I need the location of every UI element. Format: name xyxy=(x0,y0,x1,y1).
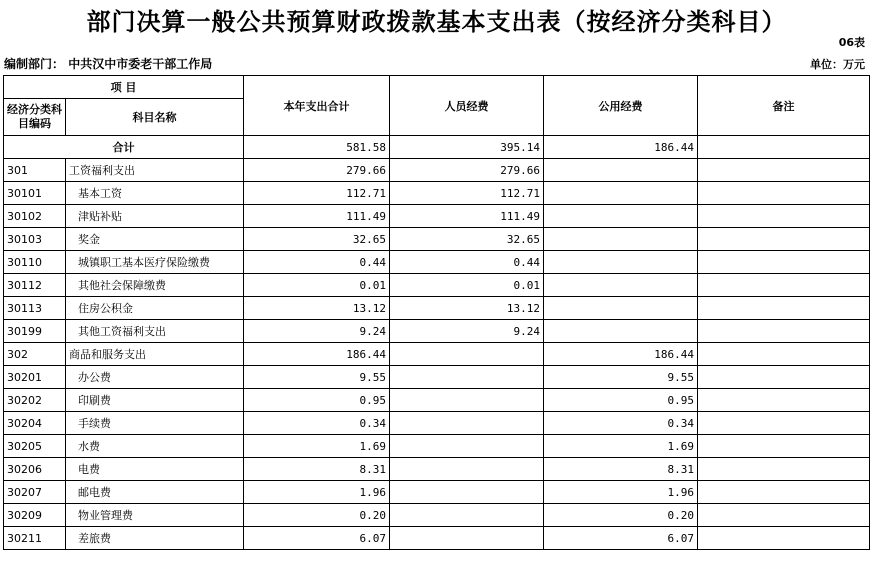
row-name: 电费 xyxy=(66,458,244,481)
row-name: 商品和服务支出 xyxy=(66,343,244,366)
row-note xyxy=(698,389,870,412)
row-note xyxy=(698,458,870,481)
row-name: 工资福利支出 xyxy=(66,159,244,182)
row-public: 1.96 xyxy=(544,481,698,504)
total-row xyxy=(4,136,870,159)
row-personnel: 112.71 xyxy=(390,182,544,205)
row-name: 印刷费 xyxy=(66,389,244,412)
row-code: 30102 xyxy=(4,205,66,228)
row-name: 邮电费 xyxy=(66,481,244,504)
row-code: 30204 xyxy=(4,412,66,435)
table-row xyxy=(4,412,870,435)
row-code: 30201 xyxy=(4,366,66,389)
row-personnel: 13.12 xyxy=(390,297,544,320)
table-row xyxy=(4,527,870,550)
department-line xyxy=(4,55,212,72)
total-amount: 581.58 xyxy=(244,136,390,159)
row-code: 301 xyxy=(4,159,66,182)
department-name: 中共汉中市委老干部工作局 xyxy=(68,57,213,71)
row-note xyxy=(698,481,870,504)
row-personnel: 111.49 xyxy=(390,205,544,228)
row-name: 其他社会保障缴费 xyxy=(66,274,244,297)
row-personnel xyxy=(390,435,544,458)
row-note xyxy=(698,228,870,251)
row-public: 186.44 xyxy=(544,343,698,366)
total-label: 合计 xyxy=(4,136,244,159)
row-name: 城镇职工基本医疗保险缴费 xyxy=(66,251,244,274)
row-code: 30101 xyxy=(4,182,66,205)
report-title: 部门决算一般公共预算财政拨款基本支出表（按经济分类科目） xyxy=(86,7,787,36)
row-personnel xyxy=(390,527,544,550)
row-personnel: 279.66 xyxy=(390,159,544,182)
row-public xyxy=(544,297,698,320)
row-total: 6.07 xyxy=(244,527,390,550)
row-total: 0.44 xyxy=(244,251,390,274)
row-note xyxy=(698,412,870,435)
row-name: 其他工资福利支出 xyxy=(66,320,244,343)
row-personnel: 9.24 xyxy=(390,320,544,343)
row-code: 30202 xyxy=(4,389,66,412)
total-personnel: 395.14 xyxy=(390,136,544,159)
row-name: 基本工资 xyxy=(66,182,244,205)
header-personnel: 人员经费 xyxy=(390,76,544,136)
row-name: 办公费 xyxy=(66,366,244,389)
table-row xyxy=(4,320,870,343)
table-row xyxy=(4,159,870,182)
row-note xyxy=(698,182,870,205)
row-total: 9.24 xyxy=(244,320,390,343)
row-personnel xyxy=(390,504,544,527)
table-row xyxy=(4,274,870,297)
row-name: 奖金 xyxy=(66,228,244,251)
row-total: 0.20 xyxy=(244,504,390,527)
row-total: 9.55 xyxy=(244,366,390,389)
row-total: 0.95 xyxy=(244,389,390,412)
row-note xyxy=(698,251,870,274)
row-total: 8.31 xyxy=(244,458,390,481)
row-public: 0.34 xyxy=(544,412,698,435)
row-total: 0.01 xyxy=(244,274,390,297)
table-row xyxy=(4,435,870,458)
table-row xyxy=(4,458,870,481)
header-code: 经济分类科目编码 xyxy=(4,99,66,136)
header-note: 备注 xyxy=(698,76,870,136)
row-code: 30103 xyxy=(4,228,66,251)
row-personnel xyxy=(390,412,544,435)
row-total: 0.34 xyxy=(244,412,390,435)
table-row xyxy=(4,297,870,320)
row-public xyxy=(544,274,698,297)
row-total: 112.71 xyxy=(244,182,390,205)
row-total: 186.44 xyxy=(244,343,390,366)
row-public: 0.95 xyxy=(544,389,698,412)
row-note xyxy=(698,527,870,550)
row-code: 30207 xyxy=(4,481,66,504)
row-public: 1.69 xyxy=(544,435,698,458)
expenditure-table xyxy=(3,75,870,550)
row-note xyxy=(698,205,870,228)
table-row xyxy=(4,251,870,274)
row-code: 30113 xyxy=(4,297,66,320)
row-public: 0.20 xyxy=(544,504,698,527)
row-public: 8.31 xyxy=(544,458,698,481)
row-note xyxy=(698,297,870,320)
row-code: 30211 xyxy=(4,527,66,550)
row-personnel xyxy=(390,366,544,389)
row-note xyxy=(698,343,870,366)
row-personnel xyxy=(390,389,544,412)
table-row xyxy=(4,504,870,527)
table-row xyxy=(4,366,870,389)
table-row xyxy=(4,228,870,251)
row-name: 物业管理费 xyxy=(66,504,244,527)
row-code: 30112 xyxy=(4,274,66,297)
row-personnel: 32.65 xyxy=(390,228,544,251)
unit-label: 单位：万元 xyxy=(810,58,865,71)
row-personnel xyxy=(390,343,544,366)
table-row xyxy=(4,481,870,504)
row-note xyxy=(698,320,870,343)
row-note xyxy=(698,159,870,182)
row-total: 32.65 xyxy=(244,228,390,251)
table-row xyxy=(4,343,870,366)
total-note xyxy=(698,136,870,159)
total-public: 186.44 xyxy=(544,136,698,159)
header-row-1 xyxy=(4,76,870,99)
row-name: 差旅费 xyxy=(66,527,244,550)
row-total: 279.66 xyxy=(244,159,390,182)
row-note xyxy=(698,366,870,389)
row-note xyxy=(698,504,870,527)
row-name: 津贴补贴 xyxy=(66,205,244,228)
header-total: 本年支出合计 xyxy=(244,76,390,136)
table-number: 06表 xyxy=(838,36,865,49)
row-name: 手续费 xyxy=(66,412,244,435)
row-public xyxy=(544,159,698,182)
table-row xyxy=(4,182,870,205)
row-personnel xyxy=(390,458,544,481)
row-personnel xyxy=(390,481,544,504)
row-total: 1.96 xyxy=(244,481,390,504)
row-public xyxy=(544,228,698,251)
row-name: 住房公积金 xyxy=(66,297,244,320)
row-note xyxy=(698,435,870,458)
row-public xyxy=(544,182,698,205)
department-label: 编制部门： xyxy=(4,57,65,71)
table-row xyxy=(4,205,870,228)
row-code: 30206 xyxy=(4,458,66,481)
row-public: 6.07 xyxy=(544,527,698,550)
row-code: 30199 xyxy=(4,320,66,343)
row-name: 水费 xyxy=(66,435,244,458)
row-public xyxy=(544,320,698,343)
header-public: 公用经费 xyxy=(544,76,698,136)
row-total: 13.12 xyxy=(244,297,390,320)
row-code: 302 xyxy=(4,343,66,366)
row-total: 1.69 xyxy=(244,435,390,458)
table-row xyxy=(4,389,870,412)
row-public xyxy=(544,205,698,228)
row-code: 30209 xyxy=(4,504,66,527)
header-item: 项 目 xyxy=(4,76,244,99)
row-personnel: 0.44 xyxy=(390,251,544,274)
row-code: 30205 xyxy=(4,435,66,458)
row-public xyxy=(544,251,698,274)
row-public: 9.55 xyxy=(544,366,698,389)
row-note xyxy=(698,274,870,297)
row-total: 111.49 xyxy=(244,205,390,228)
row-personnel: 0.01 xyxy=(390,274,544,297)
row-code: 30110 xyxy=(4,251,66,274)
header-name: 科目名称 xyxy=(66,99,244,136)
